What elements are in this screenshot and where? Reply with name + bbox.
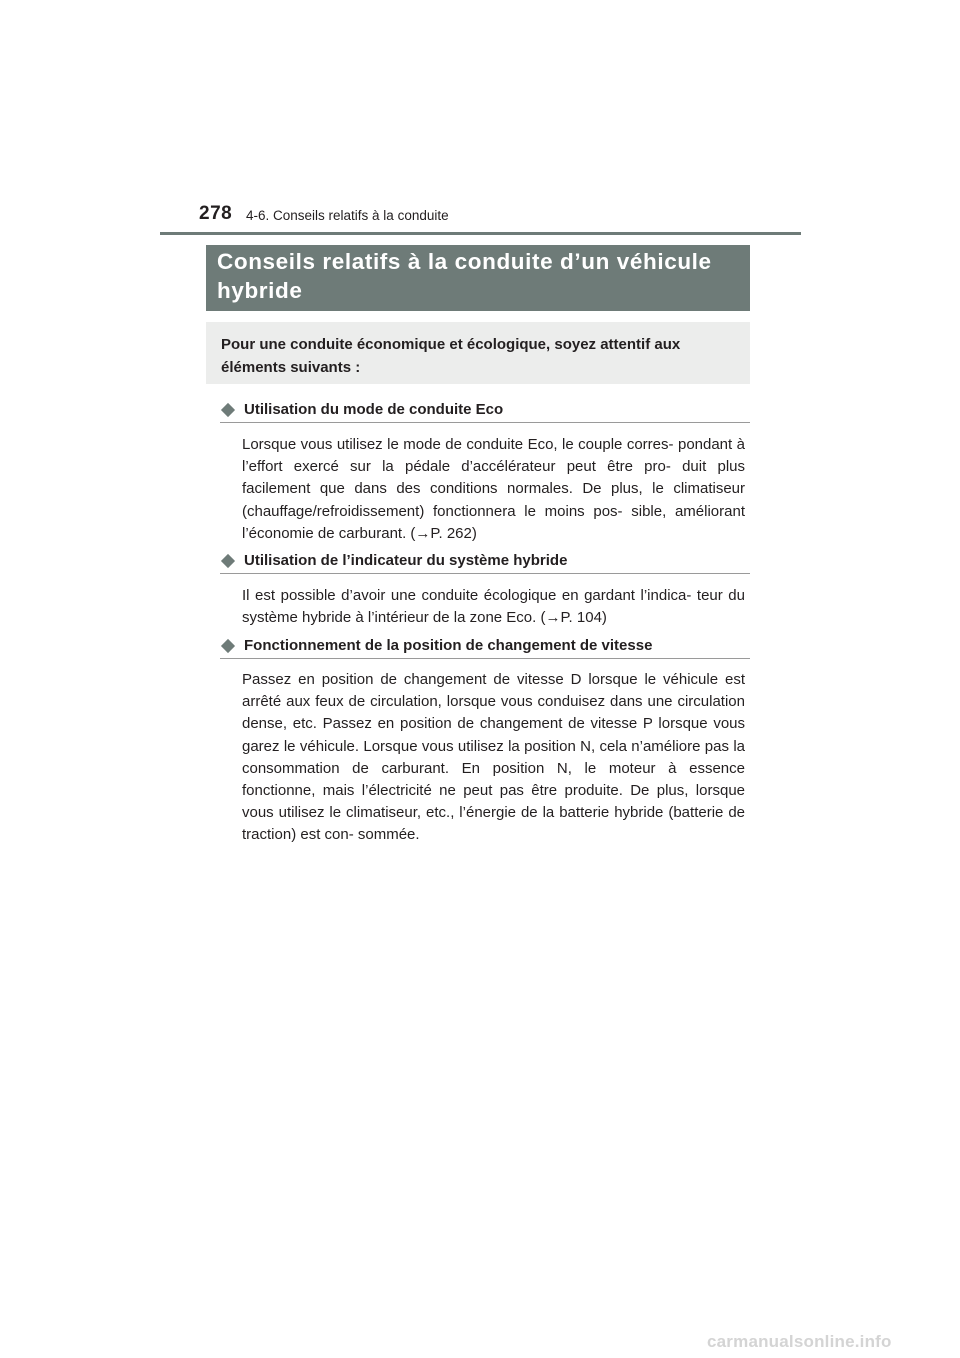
section-body-hybrid-indicator: Il est possible d’avoir une conduite écologique en gardant l’indica- teur du système hybride à l’intérieur de la zone Eco. (→P. 104): [242, 587, 745, 627]
diamond-bullet-icon: [221, 638, 235, 652]
intro-text: Pour une conduite économique et écologique, soyez attentif aux éléments suivants :: [221, 336, 681, 376]
section-body-eco-mode: Lorsque vous utilisez le mode de conduite Eco, le couple corres- pondant à l’effort exercé sur la pédale d’accélérateur peut être pro- duit plus facilement que dans des conditions normales. De plus, le climatiseur (chauffage/refroidissement) fonctionnera le moins pos- sible, améliorant l’économie de carburant. (→P. 262): [242, 436, 745, 542]
diamond-bullet-icon: [221, 402, 235, 416]
running-header: 4-6. Conseils relatifs à la conduite: [246, 208, 449, 223]
intro-box: [206, 322, 750, 384]
section-heading-hybrid-indicator: [220, 551, 750, 574]
section-heading-eco-mode: [220, 400, 750, 423]
section-body-shift-position: Passez en position de changement de vitesse D lorsque le véhicule est arrêté aux feux de circulation, lorsque vous conduisez dans une circulation dense, etc. Passez en position de changement de vitesse P lorsque vous garez le véhicule. Lorsque vous utilisez la position N, cela n’améliore pas la consommation de carburant. En position N, le moteur à essence fonctionne, mais l’électricité ne peut pas être produite. De plus, lorsque vous utilisez le climatiseur, etc., l’énergie de la batterie hybride (batterie de traction) est con- sommée.: [242, 671, 745, 844]
page-title: Conseils relatifs à la conduite d’un véhicule hybride: [217, 249, 712, 303]
watermark: carmanualsonline.info: [707, 1332, 892, 1351]
section-heading-text: Utilisation de l’indicateur du système hybride: [244, 552, 568, 569]
header-divider: [160, 232, 801, 235]
section-heading-shift-position: [220, 636, 750, 659]
page-number: 278: [199, 203, 233, 224]
page-title-banner: [206, 245, 750, 311]
section-heading-text: Fonctionnement de la position de changement de vitesse: [244, 637, 653, 654]
diamond-bullet-icon: [221, 553, 235, 567]
section-heading-text: Utilisation du mode de conduite Eco: [244, 401, 504, 418]
